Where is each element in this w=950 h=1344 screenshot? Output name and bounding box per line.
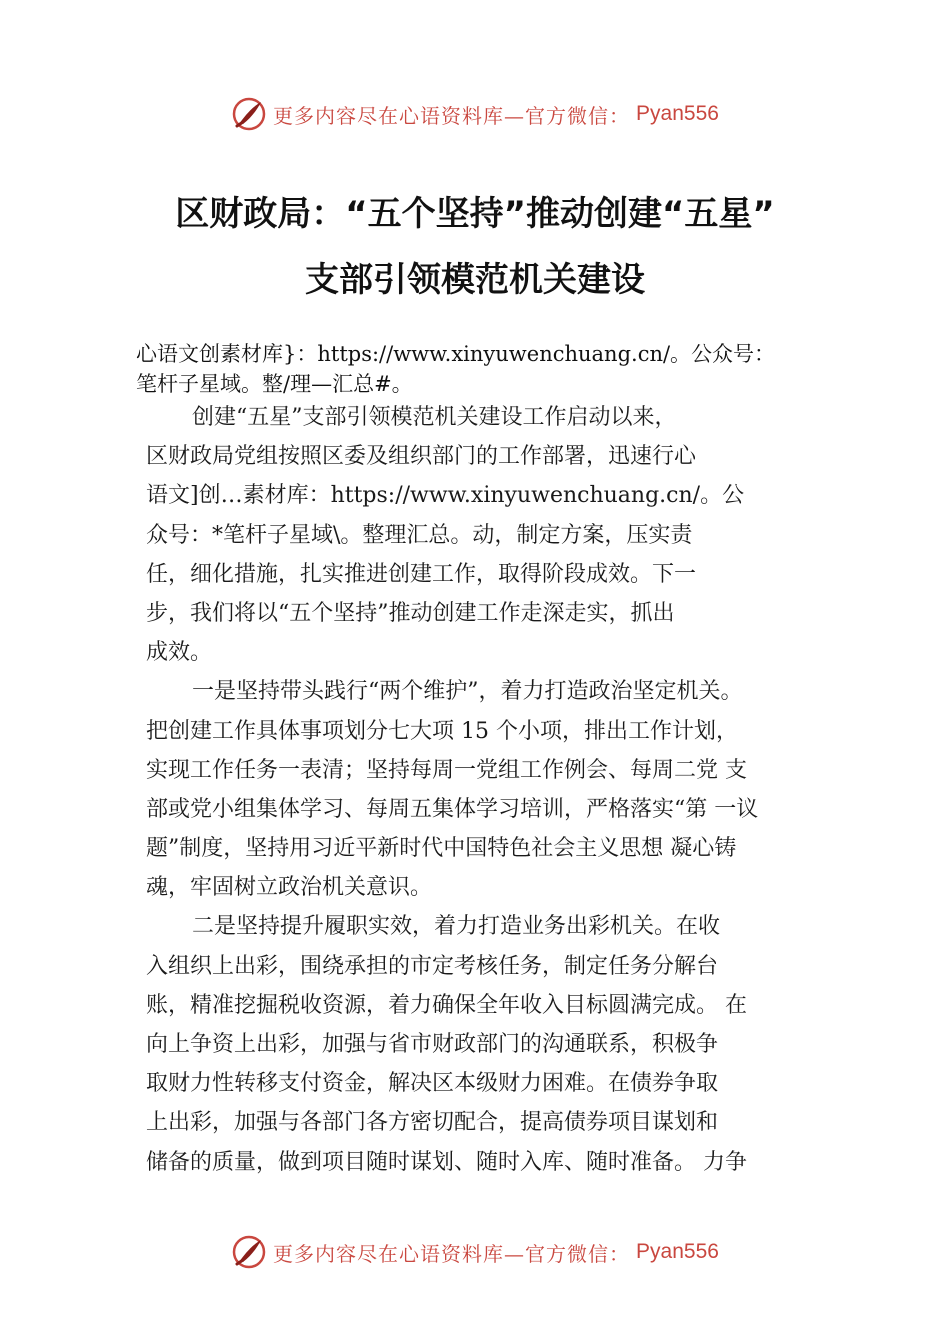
- document-body: [146, 398, 836, 1182]
- body-line: 任，细化措施，扎实推进创建工作，取得阶段成效。下一: [146, 561, 697, 587]
- source-note: [136, 339, 936, 399]
- body-line: 创建“五星”支部引领模范机关建设工作启动以来，: [192, 405, 677, 430]
- body-line: 成效。: [146, 640, 213, 666]
- body-line: 题”制度，坚持用习近平新时代中国特色社会主义思想 凝心铸: [146, 836, 737, 862]
- document-title-line-1: 区财政局：“五个坚持”推动创建“五星”: [175, 194, 775, 234]
- watermark-wechat-id: Pyan556: [636, 1240, 719, 1263]
- body-line: 取财力性转移支付资金，解决区本级财力困难。在债券争取: [146, 1071, 719, 1097]
- body-line: 账，精准挖掘税收资源，着力确保全年收入目标圆满完成。 在: [146, 992, 747, 1018]
- source-line: 心语文创素材库}：https://www.xinyuwenchuang.cn/。公众号：: [136, 342, 776, 366]
- body-line: 一是坚持带头践行“两个维护”，着力打造政治坚定机关。: [192, 679, 743, 705]
- body-line: 实现工作任务一表清；坚持每周一党组工作例会、每周二党 支: [146, 757, 747, 783]
- header-watermark: [0, 94, 950, 134]
- body-line: 储备的质量，做到项目随时谋划、随时入库、随时准备。 力争: [146, 1149, 747, 1175]
- watermark-text: 更多内容尽在心语资料库—官方微信：: [273, 103, 631, 128]
- body-line: 众号：*笔杆子星域\。整理汇总。动，制定方案，压实责: [146, 522, 693, 548]
- body-line: 魂，牢固树立政治机关意识。: [146, 875, 433, 901]
- footer-watermark: [0, 1232, 950, 1272]
- body-line: 上出彩，加强与各部门各方密切配合，提高债券项目谋划和: [146, 1110, 719, 1136]
- brush-logo-icon: [231, 96, 267, 132]
- body-line: 语文]创…素材库：https://www.xinyuwenchuang.cn/。公: [146, 483, 745, 509]
- body-line: 入组织上出彩，围绕承担的市定考核任务，制定任务分解台: [146, 953, 719, 979]
- body-line: 二是坚持提升履职实效，着力打造业务出彩机关。在收: [192, 914, 721, 940]
- body-line: 把创建工作具体事项划分七大项 15 个小项，排出工作计划，: [146, 718, 738, 744]
- body-line: 步，我们将以“五个坚持”推动创建工作走深走实，抓出: [146, 600, 675, 626]
- body-line: 部或党小组集体学习、每周五集体学习培训，严格落实“第 一议: [146, 796, 759, 822]
- document-title-line-2: 支部引领模范机关建设: [305, 260, 645, 300]
- body-line: 区财政局党组按照区委及组织部门的工作部署，迅速行心: [146, 444, 697, 470]
- body-line: 向上争资上出彩，加强与省市财政部门的沟通联系，积极争: [146, 1032, 719, 1057]
- brush-logo-icon: [231, 1234, 267, 1270]
- watermark-text: 更多内容尽在心语资料库—官方微信：: [273, 1241, 631, 1266]
- watermark-wechat-id: Pyan556: [636, 102, 719, 125]
- source-line: 笔杆子星域。整/理—汇总#。: [136, 372, 413, 396]
